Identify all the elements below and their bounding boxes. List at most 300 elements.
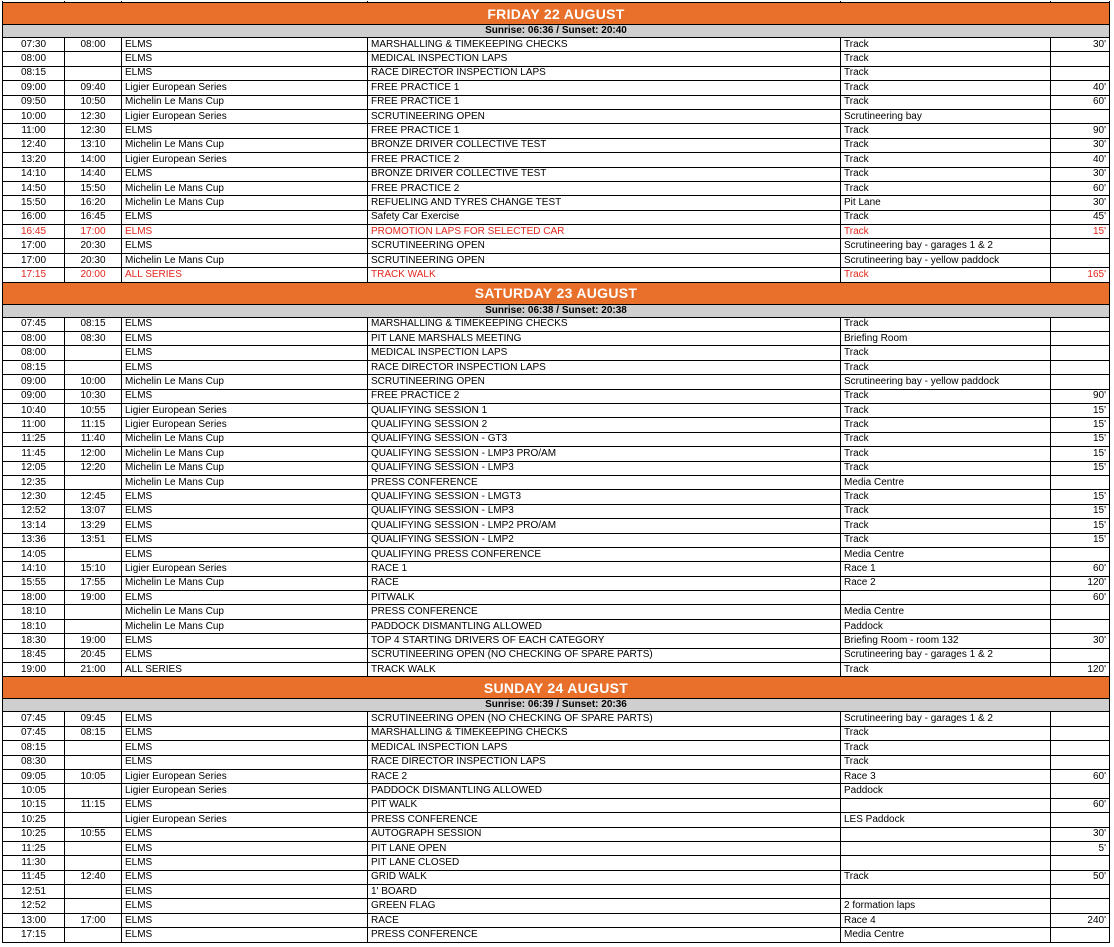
session-cell: BRONZE DRIVER COLLECTIVE TEST (368, 167, 841, 181)
duration-cell: 15' (1051, 418, 1110, 432)
location-cell: Track (841, 38, 1051, 52)
start-time-cell: 11:00 (3, 124, 65, 138)
session-cell: Safety Car Exercise (368, 210, 841, 224)
series-cell: Michelin Le Mans Cup (122, 138, 368, 152)
start-time-cell: 14:05 (3, 547, 65, 561)
end-time-cell (65, 346, 122, 360)
schedule-row (3, 153, 1110, 167)
schedule-row (3, 885, 1110, 899)
series-cell: ELMS (122, 167, 368, 181)
session-cell: QUALIFYING SESSION - LMGT3 (368, 490, 841, 504)
location-cell: Track (841, 504, 1051, 518)
start-time-cell: 08:00 (3, 346, 65, 360)
location-cell: Track (841, 210, 1051, 224)
start-time-cell: 08:15 (3, 741, 65, 755)
end-time-cell (65, 784, 122, 798)
series-cell: ELMS (122, 389, 368, 403)
end-time-cell: 12:45 (65, 490, 122, 504)
series-cell: ELMS (122, 210, 368, 224)
start-time-cell: 13:14 (3, 519, 65, 533)
session-cell: BRONZE DRIVER COLLECTIVE TEST (368, 138, 841, 152)
sun-times-row (3, 304, 1110, 317)
end-time-cell: 11:15 (65, 798, 122, 812)
session-cell: FREE PRACTICE 2 (368, 181, 841, 195)
start-time-cell: 11:30 (3, 856, 65, 870)
duration-cell: 165' (1051, 268, 1110, 282)
series-cell: ELMS (122, 519, 368, 533)
series-cell: ELMS (122, 856, 368, 870)
location-cell: Media Centre (841, 928, 1051, 942)
session-cell: FREE PRACTICE 1 (368, 124, 841, 138)
location-cell: Scrutineering bay - garages 1 & 2 (841, 239, 1051, 253)
start-time-cell: 14:10 (3, 167, 65, 181)
start-time-cell: 13:00 (3, 913, 65, 927)
schedule-row (3, 360, 1110, 374)
sun-times: Sunrise: 06:36 / Sunset: 20:40 (3, 25, 1110, 38)
schedule-row (3, 562, 1110, 576)
location-cell: Scrutineering bay - yellow paddock (841, 375, 1051, 389)
end-time-cell: 08:15 (65, 726, 122, 740)
location-cell: Paddock (841, 619, 1051, 633)
session-cell: QUALIFYING SESSION - LMP3 PRO/AM (368, 447, 841, 461)
start-time-cell: 11:25 (3, 841, 65, 855)
series-cell: ALL SERIES (122, 663, 368, 677)
session-cell: QUALIFYING SESSION - LMP2 PRO/AM (368, 519, 841, 533)
schedule-row (3, 619, 1110, 633)
duration-cell: 60' (1051, 798, 1110, 812)
location-cell: Race 4 (841, 913, 1051, 927)
duration-cell (1051, 813, 1110, 827)
session-cell: QUALIFYING SESSION - LMP3 (368, 504, 841, 518)
schedule-row (3, 928, 1110, 942)
end-time-cell: 15:10 (65, 562, 122, 576)
start-time-cell: 16:45 (3, 225, 65, 239)
series-cell: ELMS (122, 52, 368, 66)
session-cell: TOP 4 STARTING DRIVERS OF EACH CATEGORY (368, 634, 841, 648)
schedule-row (3, 741, 1110, 755)
schedule-row (3, 317, 1110, 331)
session-cell: PRESS CONFERENCE (368, 605, 841, 619)
location-cell: Track (841, 95, 1051, 109)
series-cell: Ligier European Series (122, 109, 368, 123)
session-cell: QUALIFYING SESSION - LMP2 (368, 533, 841, 547)
end-time-cell: 11:15 (65, 418, 122, 432)
start-time-cell: 12:05 (3, 461, 65, 475)
session-cell: PRESS CONFERENCE (368, 813, 841, 827)
schedule-row (3, 504, 1110, 518)
start-time-cell: 10:40 (3, 403, 65, 417)
series-cell: Michelin Le Mans Cup (122, 181, 368, 195)
series-cell: ELMS (122, 726, 368, 740)
duration-cell (1051, 317, 1110, 331)
series-cell: Michelin Le Mans Cup (122, 447, 368, 461)
schedule-row (3, 389, 1110, 403)
location-cell: Briefing Room - room 132 (841, 634, 1051, 648)
start-time-cell: 10:25 (3, 813, 65, 827)
session-cell: PITWALK (368, 591, 841, 605)
end-time-cell (65, 899, 122, 913)
session-cell: REFUELING AND TYRES CHANGE TEST (368, 196, 841, 210)
series-cell: Michelin Le Mans Cup (122, 475, 368, 489)
schedule-row (3, 648, 1110, 662)
end-time-cell: 08:30 (65, 332, 122, 346)
duration-cell (1051, 605, 1110, 619)
location-cell: Track (841, 418, 1051, 432)
duration-cell: 40' (1051, 153, 1110, 167)
start-time-cell: 17:00 (3, 239, 65, 253)
start-time-cell: 12:51 (3, 885, 65, 899)
start-time-cell: 16:00 (3, 210, 65, 224)
start-time-cell: 14:50 (3, 181, 65, 195)
location-cell: Briefing Room (841, 332, 1051, 346)
location-cell: Track (841, 360, 1051, 374)
end-time-cell: 08:00 (65, 38, 122, 52)
end-time-cell: 19:00 (65, 634, 122, 648)
end-time-cell (65, 360, 122, 374)
end-time-cell: 20:45 (65, 648, 122, 662)
schedule-row (3, 591, 1110, 605)
start-time-cell: 09:50 (3, 95, 65, 109)
schedule-row (3, 827, 1110, 841)
end-time-cell: 10:55 (65, 827, 122, 841)
day-header-row (3, 3, 1110, 25)
location-cell: Media Centre (841, 475, 1051, 489)
end-time-cell (65, 547, 122, 561)
location-cell: Track (841, 726, 1051, 740)
end-time-cell: 12:30 (65, 109, 122, 123)
series-cell: ELMS (122, 504, 368, 518)
session-cell: FREE PRACTICE 2 (368, 153, 841, 167)
duration-cell: 15' (1051, 447, 1110, 461)
duration-cell: 15' (1051, 533, 1110, 547)
session-cell: RACE DIRECTOR INSPECTION LAPS (368, 360, 841, 374)
session-cell: FREE PRACTICE 1 (368, 81, 841, 95)
start-time-cell: 18:30 (3, 634, 65, 648)
duration-cell: 15' (1051, 432, 1110, 446)
session-cell: PROMOTION LAPS FOR SELECTED CAR (368, 225, 841, 239)
end-time-cell: 10:05 (65, 769, 122, 783)
location-cell: Paddock (841, 784, 1051, 798)
end-time-cell (65, 928, 122, 942)
series-cell: ELMS (122, 798, 368, 812)
duration-cell (1051, 648, 1110, 662)
session-cell: QUALIFYING PRESS CONFERENCE (368, 547, 841, 561)
location-cell: Scrutineering bay - garages 1 & 2 (841, 712, 1051, 726)
day-title: FRIDAY 22 AUGUST (3, 3, 1110, 25)
schedule-row (3, 332, 1110, 346)
end-time-cell: 09:40 (65, 81, 122, 95)
schedule-row (3, 899, 1110, 913)
duration-cell (1051, 239, 1110, 253)
duration-cell: 60' (1051, 181, 1110, 195)
schedule-row (3, 124, 1110, 138)
location-cell: Pit Lane (841, 196, 1051, 210)
location-cell (841, 591, 1051, 605)
duration-cell: 90' (1051, 389, 1110, 403)
duration-cell (1051, 475, 1110, 489)
schedule-row (3, 490, 1110, 504)
end-time-cell: 08:15 (65, 317, 122, 331)
series-cell: Michelin Le Mans Cup (122, 432, 368, 446)
location-cell: Track (841, 741, 1051, 755)
start-time-cell: 07:45 (3, 317, 65, 331)
schedule-row (3, 66, 1110, 80)
schedule-row (3, 210, 1110, 224)
duration-cell: 15' (1051, 403, 1110, 417)
session-cell: MARSHALLING & TIMEKEEPING CHECKS (368, 38, 841, 52)
location-cell: Race 3 (841, 769, 1051, 783)
series-cell: ELMS (122, 533, 368, 547)
series-cell: ELMS (122, 239, 368, 253)
session-cell: PRESS CONFERENCE (368, 928, 841, 942)
session-cell: MARSHALLING & TIMEKEEPING CHECKS (368, 317, 841, 331)
location-cell: Track (841, 533, 1051, 547)
location-cell: Track (841, 66, 1051, 80)
start-time-cell: 12:52 (3, 504, 65, 518)
series-cell: ELMS (122, 346, 368, 360)
session-cell: RACE DIRECTOR INSPECTION LAPS (368, 66, 841, 80)
duration-cell (1051, 856, 1110, 870)
duration-cell (1051, 547, 1110, 561)
start-time-cell: 12:30 (3, 490, 65, 504)
schedule-row (3, 461, 1110, 475)
location-cell: Track (841, 755, 1051, 769)
duration-cell: 15' (1051, 519, 1110, 533)
end-time-cell: 12:30 (65, 124, 122, 138)
duration-cell (1051, 726, 1110, 740)
duration-cell: 30' (1051, 138, 1110, 152)
location-cell: Track (841, 461, 1051, 475)
end-time-cell: 12:40 (65, 870, 122, 884)
duration-cell: 40' (1051, 81, 1110, 95)
start-time-cell: 18:00 (3, 591, 65, 605)
duration-cell (1051, 712, 1110, 726)
start-time-cell: 08:30 (3, 755, 65, 769)
start-time-cell: 08:00 (3, 52, 65, 66)
series-cell: ELMS (122, 827, 368, 841)
schedule-row (3, 196, 1110, 210)
duration-cell (1051, 741, 1110, 755)
duration-cell (1051, 619, 1110, 633)
duration-cell: 15' (1051, 504, 1110, 518)
schedule-table (2, 1, 1110, 943)
location-cell: Track (841, 447, 1051, 461)
schedule-row (3, 634, 1110, 648)
end-time-cell: 10:00 (65, 375, 122, 389)
schedule-row (3, 268, 1110, 282)
series-cell: ELMS (122, 360, 368, 374)
schedule-row (3, 576, 1110, 590)
location-cell (841, 827, 1051, 841)
location-cell: Track (841, 870, 1051, 884)
end-time-cell: 20:30 (65, 239, 122, 253)
end-time-cell (65, 885, 122, 899)
series-cell: ELMS (122, 913, 368, 927)
start-time-cell: 15:55 (3, 576, 65, 590)
series-cell: Michelin Le Mans Cup (122, 619, 368, 633)
schedule-row (3, 798, 1110, 812)
schedule-row (3, 181, 1110, 195)
session-cell: SCRUTINEERING OPEN (368, 375, 841, 389)
schedule-row (3, 533, 1110, 547)
schedule-row (3, 38, 1110, 52)
schedule-row (3, 52, 1110, 66)
session-cell: PADDOCK DISMANTLING ALLOWED (368, 619, 841, 633)
start-time-cell: 12:52 (3, 899, 65, 913)
start-time-cell: 09:05 (3, 769, 65, 783)
end-time-cell: 13:29 (65, 519, 122, 533)
start-time-cell: 17:00 (3, 253, 65, 267)
schedule-row (3, 784, 1110, 798)
series-cell: Ligier European Series (122, 562, 368, 576)
duration-cell (1051, 332, 1110, 346)
day-header-row (3, 282, 1110, 304)
session-cell: GRID WALK (368, 870, 841, 884)
session-cell: SCRUTINEERING OPEN (368, 239, 841, 253)
duration-cell: 5' (1051, 841, 1110, 855)
start-time-cell: 15:50 (3, 196, 65, 210)
schedule-row (3, 663, 1110, 677)
end-time-cell: 13:51 (65, 533, 122, 547)
schedule-row (3, 239, 1110, 253)
end-time-cell: 13:10 (65, 138, 122, 152)
duration-cell (1051, 360, 1110, 374)
end-time-cell: 13:07 (65, 504, 122, 518)
schedule-row (3, 769, 1110, 783)
duration-cell: 30' (1051, 634, 1110, 648)
session-cell: SCRUTINEERING OPEN (368, 109, 841, 123)
end-time-cell: 16:20 (65, 196, 122, 210)
start-time-cell: 17:15 (3, 928, 65, 942)
location-cell: Track (841, 317, 1051, 331)
end-time-cell: 12:00 (65, 447, 122, 461)
series-cell: Michelin Le Mans Cup (122, 576, 368, 590)
location-cell: Track (841, 490, 1051, 504)
session-cell: MEDICAL INSPECTION LAPS (368, 741, 841, 755)
schedule-row (3, 475, 1110, 489)
end-time-cell: 20:00 (65, 268, 122, 282)
session-cell: RACE DIRECTOR INSPECTION LAPS (368, 755, 841, 769)
duration-cell: 50' (1051, 870, 1110, 884)
series-cell: ALL SERIES (122, 268, 368, 282)
start-time-cell: 08:00 (3, 332, 65, 346)
session-cell: TRACK WALK (368, 663, 841, 677)
series-cell: ELMS (122, 648, 368, 662)
series-cell: ELMS (122, 332, 368, 346)
duration-cell (1051, 109, 1110, 123)
session-cell: AUTOGRAPH SESSION (368, 827, 841, 841)
end-time-cell: 11:40 (65, 432, 122, 446)
series-cell: ELMS (122, 755, 368, 769)
series-cell: ELMS (122, 928, 368, 942)
schedule-row (3, 167, 1110, 181)
location-cell: Track (841, 181, 1051, 195)
duration-cell (1051, 784, 1110, 798)
series-cell: ELMS (122, 741, 368, 755)
series-cell: ELMS (122, 490, 368, 504)
series-cell: Ligier European Series (122, 813, 368, 827)
duration-cell: 30' (1051, 196, 1110, 210)
series-cell: Michelin Le Mans Cup (122, 253, 368, 267)
location-cell: Track (841, 268, 1051, 282)
series-cell: ELMS (122, 885, 368, 899)
location-cell: Scrutineering bay - yellow paddock (841, 253, 1051, 267)
location-cell: Track (841, 225, 1051, 239)
location-cell: Race 2 (841, 576, 1051, 590)
location-cell: Track (841, 124, 1051, 138)
session-cell: PIT LANE CLOSED (368, 856, 841, 870)
end-time-cell: 21:00 (65, 663, 122, 677)
day-title: SATURDAY 23 AUGUST (3, 282, 1110, 304)
session-cell: FREE PRACTICE 2 (368, 389, 841, 403)
schedule-row (3, 109, 1110, 123)
series-cell: ELMS (122, 899, 368, 913)
sun-times: Sunrise: 06:38 / Sunset: 20:38 (3, 304, 1110, 317)
series-cell: ELMS (122, 547, 368, 561)
series-cell: Michelin Le Mans Cup (122, 375, 368, 389)
schedule-row (3, 547, 1110, 561)
series-cell: ELMS (122, 38, 368, 52)
duration-cell: 240' (1051, 913, 1110, 927)
schedule-row (3, 418, 1110, 432)
duration-cell: 60' (1051, 769, 1110, 783)
day-header-row (3, 677, 1110, 699)
session-cell: 1' BOARD (368, 885, 841, 899)
schedule-row (3, 726, 1110, 740)
session-cell: QUALIFYING SESSION 2 (368, 418, 841, 432)
location-cell: Track (841, 663, 1051, 677)
duration-cell: 120' (1051, 576, 1110, 590)
end-time-cell: 16:45 (65, 210, 122, 224)
series-cell: ELMS (122, 317, 368, 331)
end-time-cell (65, 841, 122, 855)
session-cell: RACE 2 (368, 769, 841, 783)
session-cell: PADDOCK DISMANTLING ALLOWED (368, 784, 841, 798)
end-time-cell: 17:55 (65, 576, 122, 590)
start-time-cell: 09:00 (3, 81, 65, 95)
session-cell: RACE (368, 576, 841, 590)
series-cell: Michelin Le Mans Cup (122, 196, 368, 210)
start-time-cell: 18:10 (3, 619, 65, 633)
series-cell: ELMS (122, 841, 368, 855)
schedule-row (3, 253, 1110, 267)
location-cell: Media Centre (841, 547, 1051, 561)
series-cell: Ligier European Series (122, 153, 368, 167)
end-time-cell: 17:00 (65, 225, 122, 239)
series-cell: Michelin Le Mans Cup (122, 95, 368, 109)
session-cell: QUALIFYING SESSION - LMP3 (368, 461, 841, 475)
sun-times-row (3, 25, 1110, 38)
session-cell: QUALIFYING SESSION 1 (368, 403, 841, 417)
end-time-cell: 10:50 (65, 95, 122, 109)
location-cell: LES Paddock (841, 813, 1051, 827)
end-time-cell (65, 475, 122, 489)
start-time-cell: 10:25 (3, 827, 65, 841)
session-cell: PIT LANE OPEN (368, 841, 841, 855)
location-cell: Track (841, 519, 1051, 533)
schedule-row (3, 403, 1110, 417)
series-cell: ELMS (122, 634, 368, 648)
duration-cell: 90' (1051, 124, 1110, 138)
end-time-cell: 10:30 (65, 389, 122, 403)
start-time-cell: 17:15 (3, 268, 65, 282)
start-time-cell: 10:15 (3, 798, 65, 812)
series-cell: ELMS (122, 225, 368, 239)
start-time-cell: 12:40 (3, 138, 65, 152)
schedule-row (3, 755, 1110, 769)
duration-cell (1051, 346, 1110, 360)
location-cell (841, 885, 1051, 899)
